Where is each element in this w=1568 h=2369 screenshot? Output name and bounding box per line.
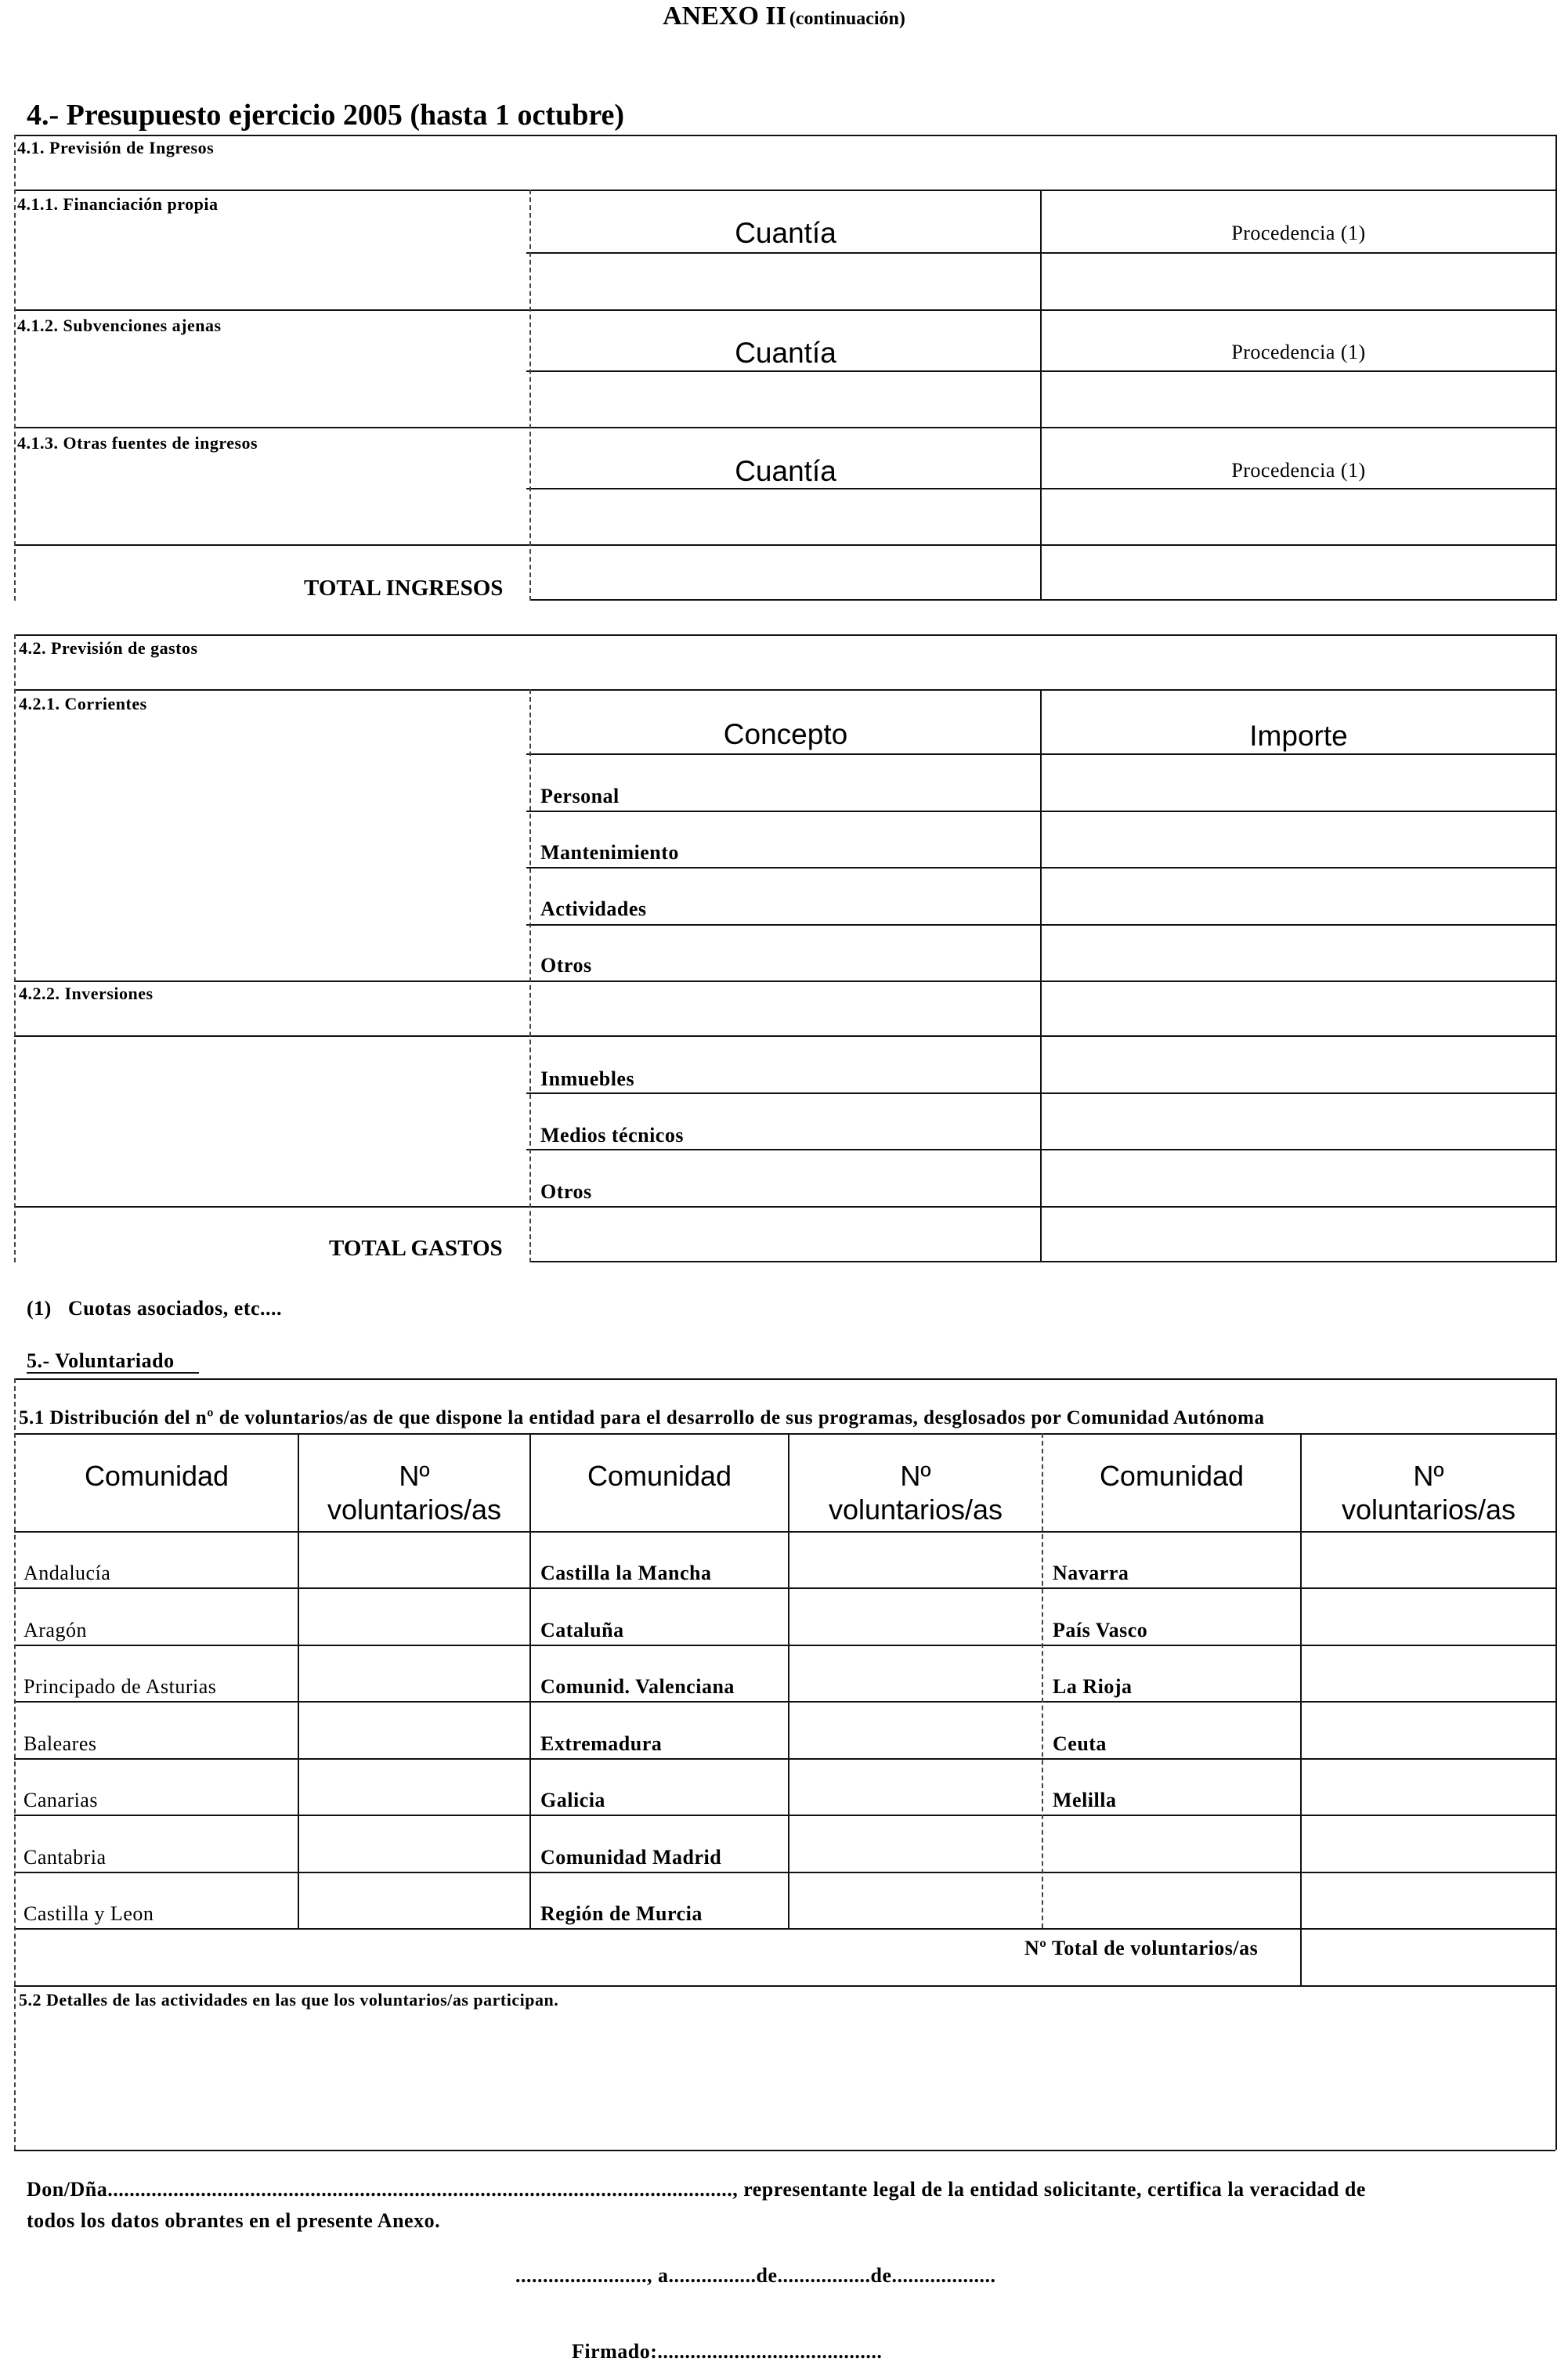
distribucion-title: 5.1 Distribución del nº de voluntarios/as de que dispone la entidad para el desarrollo de sus programas, desglosados por Comunidad Autónoma [19,1407,1265,1428]
comunidad-canarias: Canarias [23,1789,98,1811]
concepto-actividades: Actividades [540,897,647,920]
cuantia-header: Cuantía [735,217,836,249]
col-header-n: Nº voluntarios/as [1341,1460,1516,1526]
comunidad-la-rioja: La Rioja [1053,1675,1133,1698]
inversion-medios-tecnicos: Medios técnicos [540,1124,684,1147]
total-voluntarios-label: Nº Total de voluntarios/as [1024,1937,1259,1959]
comunidad-melilla: Melilla [1053,1789,1117,1811]
procedencia-header: Procedencia (1) [1231,222,1366,244]
comunidad-galicia: Galicia [540,1789,605,1811]
ingresos-section-label: 4.1. Previsión de Ingresos [17,138,215,157]
col-header-comunidad: Comunidad [1099,1460,1245,1492]
inversiones-label: 4.2.2. Inversiones [19,984,154,1003]
concepto-otros: Otros [540,954,592,977]
annex-title: ANEXO II [663,2,786,31]
inversion-otros: Otros [540,1180,592,1203]
representante-statement: Don/Dña.................................................................................................................., representante legal de la entidad solicitante, certifica la veracidad de [27,2178,1366,2201]
footnote: (1) Cuotas asociados, etc.... [27,1297,283,1320]
comunidad-navarra: Navarra [1053,1562,1129,1584]
comunidad-castilla-leon: Castilla y Leon [23,1902,154,1925]
cuantia-header: Cuantía [735,337,836,369]
section-5-title: 5.- Voluntariado [27,1349,175,1372]
col-header-n: Nº voluntarios/as [327,1460,502,1526]
procedencia-header: Procedencia (1) [1231,341,1366,363]
col-header-n: Nº voluntarios/as [828,1460,1003,1526]
page-title [0,3,1568,30]
concepto-mantenimiento: Mantenimiento [540,841,679,864]
comunidad-andalucia: Andalucía [23,1562,111,1584]
comunidad-cataluna: Cataluña [540,1619,624,1641]
comunidad-pais-vasco: País Vasco [1053,1619,1148,1641]
col-header-comunidad: Comunidad [84,1460,229,1492]
comunidad-aragon: Aragón [23,1619,87,1641]
comunidad-baleares: Baleares [23,1732,97,1755]
comunidad-murcia: Región de Murcia [540,1902,703,1925]
comunidad-extremadura: Extremadura [540,1732,663,1755]
procedencia-header: Procedencia (1) [1231,459,1366,482]
financiacion-propia-label: 4.1.1. Financiación propia [17,194,219,214]
subvenciones-ajenas-label: 4.1.2. Subvenciones ajenas [17,316,222,335]
concepto-header: Concepto [723,718,848,750]
comunidad-valenciana: Comunid. Valenciana [540,1675,735,1698]
otras-fuentes-label: 4.1.3. Otras fuentes de ingresos [17,433,258,453]
comunidad-madrid: Comunidad Madrid [540,1846,722,1869]
annex-subtitle: (continuación) [789,9,905,29]
comunidad-cantabria: Cantabria [23,1846,107,1869]
total-gastos-label: TOTAL GASTOS [329,1236,503,1261]
section-4-title: 4.- Presupuesto ejercicio 2005 (hasta 1 octubre) [27,99,625,132]
corrientes-label: 4.2.1. Corrientes [19,694,147,713]
detalles-actividades-label: 5.2 Detalles de las actividades en las que los voluntarios/as participan. [19,1990,559,2010]
total-ingresos-label: TOTAL INGRESOS [304,576,504,601]
inversion-inmuebles: Inmuebles [540,1067,635,1090]
firmado-line: Firmado:......................................... [572,2340,883,2363]
comunidad-asturias: Principado de Asturias [23,1675,217,1698]
comunidad-castilla-mancha: Castilla la Mancha [540,1562,712,1584]
gastos-section-label: 4.2. Previsión de gastos [19,638,198,658]
col-header-comunidad: Comunidad [587,1460,732,1492]
concepto-personal: Personal [540,785,620,807]
fecha-firma: ........................, a................de.................de................... [515,2264,996,2287]
importe-header: Importe [1249,720,1348,752]
representante-statement-cont: todos los datos obrantes en el presente Anexo. [27,2209,441,2232]
cuantia-header: Cuantía [735,455,836,487]
comunidad-ceuta: Ceuta [1053,1732,1107,1755]
